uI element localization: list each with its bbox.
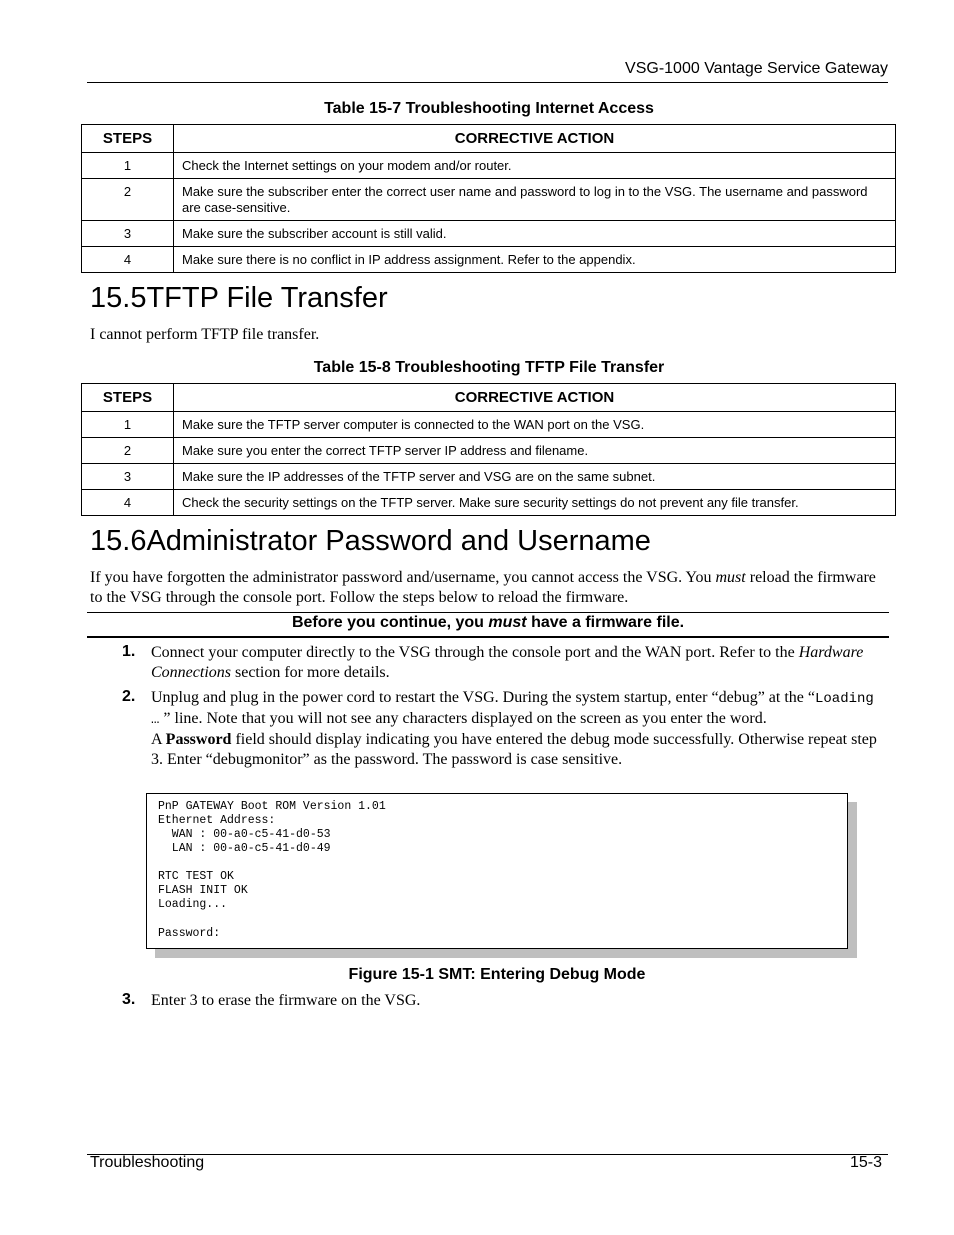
- table-caption-internet: Table 15-7 Troubleshooting Internet Access: [324, 100, 654, 117]
- figure-caption: Figure 15-1 SMT: Entering Debug Mode: [348, 966, 646, 983]
- step-number: 2.: [122, 688, 136, 705]
- section-intro-tftp: I cannot perform TFTP file transfer.: [90, 326, 320, 343]
- table-header-row: [82, 125, 896, 153]
- step-text-bold: Password: [165, 731, 232, 748]
- section-heading-admin: 15.6Administrator Password and Username: [90, 525, 651, 557]
- header-rule: [87, 82, 888, 83]
- intro-text: reload the firmware to the VSG through the console port. Follow the steps below to reload the firmware.: [90, 569, 876, 606]
- note-text: have a firmware file.: [526, 614, 685, 631]
- step-text-emphasis: Hardware Connections: [151, 644, 864, 681]
- step-cell: 4: [82, 247, 174, 273]
- step-text-part: Connect your computer directly to the VSG through the console port and the WAN port. Refer to the: [151, 644, 799, 661]
- console-line: RTC TEST OK: [158, 870, 234, 883]
- note-top-rule: [87, 612, 889, 613]
- table-row: [82, 247, 896, 273]
- col-action-header: CORRECTIVE ACTION: [174, 125, 896, 153]
- action-cell: Check the Internet settings on your modem and/or router.: [174, 153, 896, 179]
- running-header: VSG-1000 Vantage Service Gateway: [625, 60, 888, 77]
- table-header-row: [82, 384, 896, 412]
- table-row: [82, 464, 896, 490]
- note-text: Before you continue, you: [291, 614, 489, 631]
- action-cell: Make sure the TFTP server computer is connected to the WAN port on the VSG.: [174, 412, 896, 438]
- action-cell: Make sure the IP addresses of the TFTP server and VSG are on the same subnet.: [174, 464, 896, 490]
- note-emphasis: must: [488, 614, 527, 631]
- col-action-header: CORRECTIVE ACTION: [174, 384, 896, 412]
- col-steps-header: STEPS: [82, 384, 174, 412]
- console-line: Loading...: [158, 898, 228, 911]
- table-row: [82, 179, 896, 221]
- step-text-part: A: [151, 731, 166, 748]
- table-tftp-transfer: [81, 383, 896, 516]
- step-text: [151, 643, 883, 683]
- action-cell: Make sure there is no conflict in IP address assignment. Refer to the appendix.: [174, 247, 896, 273]
- console-screen: [146, 793, 848, 949]
- console-line: PnP GATEWAY Boot ROM Version 1.01: [158, 800, 386, 813]
- intro-emphasis: must: [715, 569, 746, 586]
- footer-section: Troubleshooting: [90, 1154, 205, 1171]
- firmware-note: [87, 614, 889, 632]
- note-bottom-rule: [87, 636, 889, 638]
- action-cell: Make sure the subscriber account is still valid.: [174, 221, 896, 247]
- step-cell: 2: [82, 179, 174, 221]
- step-text-part: section for more details.: [231, 664, 390, 681]
- step-text: [151, 688, 883, 770]
- console-line: LAN : 00-a0-c5-41-d0-49: [158, 842, 331, 855]
- step-text-code: Loading …: [151, 691, 874, 728]
- step-number: 3.: [122, 991, 136, 1008]
- step-cell: 3: [82, 464, 174, 490]
- step-cell: 2: [82, 438, 174, 464]
- section-heading-tftp: 15.5TFTP File Transfer: [90, 282, 388, 314]
- action-cell: Check the security settings on the TFTP server. Make sure security settings do not prevent any file transfer.: [174, 490, 896, 516]
- step-cell: 1: [82, 153, 174, 179]
- step-text-part: ” line. Note that you will not see any characters displayed on the screen as you enter the word.: [159, 710, 767, 727]
- console-line: FLASH INIT OK: [158, 884, 248, 897]
- console-line: WAN : 00-a0-c5-41-d0-53: [158, 828, 331, 841]
- step-text-part: field should display indicating you have entered the debug mode successfully. Otherwise repeat step 3. Enter “debugmonitor” as the password. The password is case sensitive.: [151, 731, 877, 768]
- step-cell: 3: [82, 221, 174, 247]
- table-caption-tftp: Table 15-8 Troubleshooting TFTP File Transfer: [313, 359, 665, 376]
- section-intro-admin: [90, 568, 880, 608]
- table-row: [82, 412, 896, 438]
- table-internet-access: [81, 124, 896, 273]
- table-row: [82, 221, 896, 247]
- table-row: [82, 153, 896, 179]
- step-text: Enter 3 to erase the firmware on the VSG.: [151, 992, 421, 1009]
- table-row: [82, 438, 896, 464]
- intro-text: If you have forgotten the administrator password and/username, you cannot access the VSG. You: [90, 569, 716, 586]
- console-line: Password:: [158, 927, 221, 940]
- table-row: [82, 490, 896, 516]
- page-number: 15-3: [849, 1154, 882, 1171]
- step-cell: 4: [82, 490, 174, 516]
- col-steps-header: STEPS: [82, 125, 174, 153]
- action-cell: Make sure the subscriber enter the correct user name and password to log in to the VSG. The username and password are case-sensitive.: [174, 179, 896, 221]
- action-cell: Make sure you enter the correct TFTP server IP address and filename.: [174, 438, 896, 464]
- step-text-part: Unplug and plug in the power cord to restart the VSG. During the system startup, enter “debug” at the “: [151, 689, 815, 706]
- step-cell: 1: [82, 412, 174, 438]
- console-line: Ethernet Address:: [158, 814, 276, 827]
- step-number: 1.: [122, 643, 136, 660]
